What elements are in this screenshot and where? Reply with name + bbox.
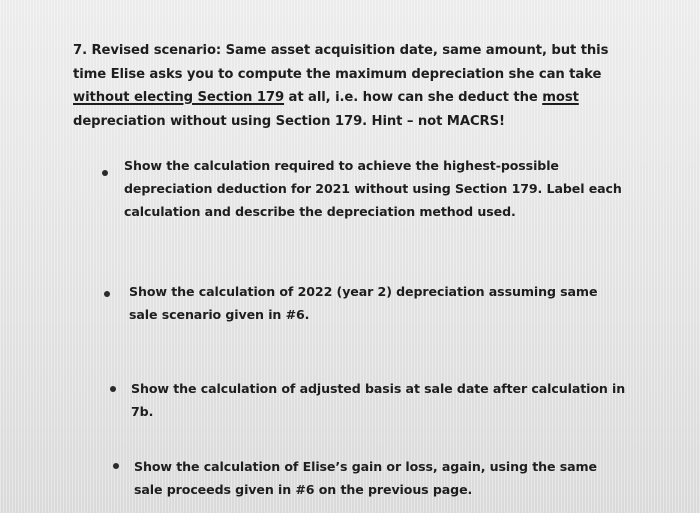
bullet-dot-4 [113, 463, 119, 469]
intro-underline-without-section-179: without electing Section 179 [73, 90, 285, 105]
question-7-intro [73, 39, 633, 133]
bullet-dot-3 [110, 386, 116, 392]
intro-text-part3: depreciation without using Section 179. Hint – not MACRS! [73, 113, 505, 129]
bullet-item-3: Show the calculation of adjusted basis at sale date after calculation in 7b. [131, 381, 626, 419]
intro-text-part2: at all, i.e. how can she deduct the [284, 90, 543, 105]
bullet-dot-2 [104, 291, 110, 297]
intro-underline-most: most [542, 90, 579, 105]
bullet-item-2: Show the calculation of 2022 (year 2) depreciation assuming same sale scenario given in #6. [129, 284, 598, 322]
bullet-item-4: Show the calculation of Elise’s gain or loss, again, using the same sale proceeds given in #6 on the previous page. [134, 459, 597, 497]
bullet-dot-1 [102, 170, 108, 176]
bullet-item-1: Show the calculation required to achieve the highest-possible depreciation deduction for 2021 without using Section 179. Label each calculation and describe the depreciation method used. [124, 158, 622, 219]
intro-text-part1: 7. Revised scenario: Same asset acquisition date, same amount, but this time Elise asks you to compute the maximum depreciation she can take [73, 43, 609, 82]
